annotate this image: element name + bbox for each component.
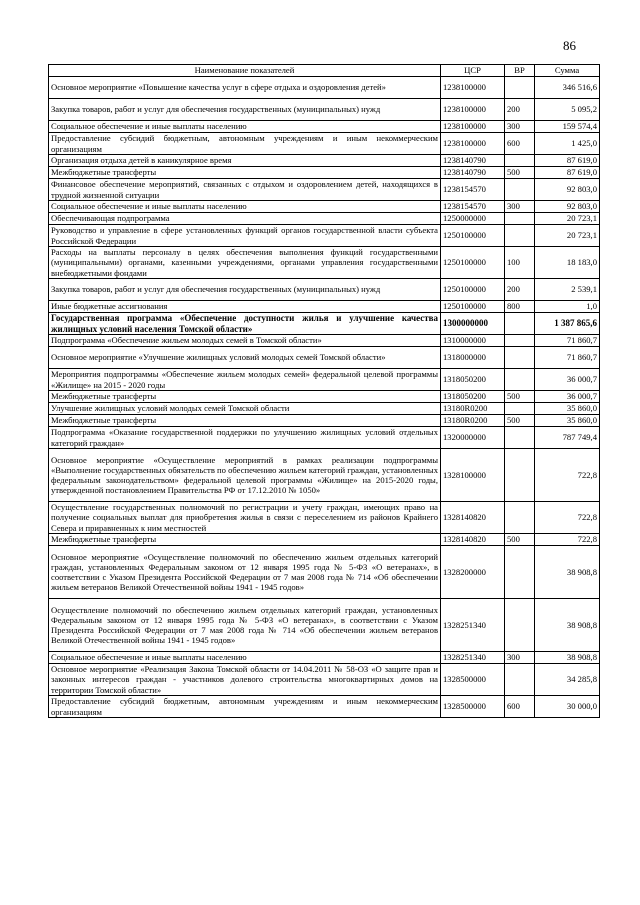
table-row	[49, 403, 600, 415]
row-name: Иные бюджетные ассигнования	[49, 301, 441, 313]
row-sum: 38 908,8	[535, 546, 600, 599]
row-vr: 200	[505, 99, 535, 121]
row-vr	[505, 213, 535, 225]
table-row	[49, 201, 600, 213]
table-row	[49, 502, 600, 534]
row-csr: 1320000000	[441, 427, 505, 449]
table-row	[49, 534, 600, 546]
row-csr: 1310000000	[441, 335, 505, 347]
row-vr: 800	[505, 301, 535, 313]
row-sum: 36 000,7	[535, 369, 600, 391]
row-csr: 1328140820	[441, 534, 505, 546]
row-sum: 20 723,1	[535, 213, 600, 225]
row-sum: 30 000,0	[535, 696, 600, 718]
row-csr: 1328251340	[441, 652, 505, 664]
row-vr: 300	[505, 652, 535, 664]
row-vr: 600	[505, 696, 535, 718]
table-row	[49, 369, 600, 391]
row-name: Закупка товаров, работ и услуг для обеспечения государственных (муниципальных) нужд	[49, 99, 441, 121]
row-name: Улучшение жилищных условий молодых семей Томской области	[49, 403, 441, 415]
row-name: Межбюджетные трансферты	[49, 391, 441, 403]
row-name: Подпрограмма «Оказание государственной поддержки по улучшению жилищных условий отдельных категорий граждан»	[49, 427, 441, 449]
row-name: Межбюджетные трансферты	[49, 534, 441, 546]
table-row	[49, 247, 600, 279]
row-csr: 1250100000	[441, 225, 505, 247]
row-vr	[505, 347, 535, 369]
row-name: Межбюджетные трансферты	[49, 167, 441, 179]
row-name: Межбюджетные трансферты	[49, 415, 441, 427]
row-csr: 1238100000	[441, 99, 505, 121]
row-sum: 87 619,0	[535, 167, 600, 179]
row-csr: 1328200000	[441, 546, 505, 599]
row-csr: 1318050200	[441, 391, 505, 403]
row-csr: 13180R0200	[441, 403, 505, 415]
row-name: Руководство и управление в сфере установленных функций органов государственной власти субъекта Российской Федерации	[49, 225, 441, 247]
row-sum: 1,0	[535, 301, 600, 313]
row-csr: 1328500000	[441, 664, 505, 696]
table-row	[49, 167, 600, 179]
row-vr	[505, 449, 535, 502]
row-name: Расходы на выплаты персоналу в целях обеспечения выполнения функций государственными (муниципальными) органами, казенными учреждениями, органами управления государственными внебюджетными фондами	[49, 247, 441, 279]
table-row	[49, 301, 600, 313]
table-row	[49, 449, 600, 502]
row-name: Подпрограмма «Обеспечение жильем молодых семей в Томской области»	[49, 335, 441, 347]
row-vr: 500	[505, 534, 535, 546]
row-vr	[505, 599, 535, 652]
row-name: Основное мероприятие «Осуществление полномочий по обеспечению жильем отдельных категорий граждан, установленных Федеральным законом от 12 января 1995 года № 5-ФЗ «О ветеранах», в соответствии с Указом Президента Российской Федерации от 7 мая 2008 года № 714 «Об обеспечении жильем ветеранов Великой Отечественной войны 1941 - 1945 годов»	[49, 546, 441, 599]
row-name: Закупка товаров, работ и услуг для обеспечения государственных (муниципальных) нужд	[49, 279, 441, 301]
row-csr: 1328251340	[441, 599, 505, 652]
table-row	[49, 546, 600, 599]
row-name: Осуществление полномочий по обеспечению жильем отдельных категорий граждан, установленных Федеральным законом от 12 января 1995 года № 5-ФЗ «О ветеранах», в соответствии с Указом Президента Российской Федерации от 7 мая 2008 года № 714 «Об обеспечении жильем ветеранов Великой Отечественной войны 1941 - 1945 годов»	[49, 599, 441, 652]
row-sum: 722,8	[535, 502, 600, 534]
row-name: Осуществление государственных полномочий по регистрации и учету граждан, имеющих право на получение социальных выплат для приобретения жилья в связи с переселением из районов Крайнего Севера и приравненных к ним местностей	[49, 502, 441, 534]
row-name: Социальное обеспечение и иные выплаты населению	[49, 121, 441, 133]
table-row	[49, 415, 600, 427]
table-row	[49, 313, 600, 335]
row-sum: 87 619,0	[535, 155, 600, 167]
row-vr	[505, 225, 535, 247]
row-name: Основное мероприятие «Осуществление мероприятий в рамках реализации подпрограммы «Выполнение государственных обязательств по обеспечению жильем категорий граждан, установленных федеральным законодательством» федеральной целевой программы «Жилище» на 2015-2020 годы, утвержденной постановлением Правительства РФ от 17.12.2010 № 1050»	[49, 449, 441, 502]
row-csr: 1300000000	[441, 313, 505, 335]
row-csr: 1328140820	[441, 502, 505, 534]
row-sum: 18 183,0	[535, 247, 600, 279]
row-name: Основное мероприятие «Улучшение жилищных условий молодых семей Томской области»	[49, 347, 441, 369]
row-vr: 500	[505, 167, 535, 179]
row-name: Мероприятия подпрограммы «Обеспечение жильем молодых семей» федеральной целевой программы «Жилище» на 2015 - 2020 годы	[49, 369, 441, 391]
header-name: Наименование показателей	[49, 65, 441, 77]
row-vr	[505, 335, 535, 347]
row-sum: 787 749,4	[535, 427, 600, 449]
row-name: Обеспечивающая подпрограмма	[49, 213, 441, 225]
table-row	[49, 179, 600, 201]
row-name: Предоставление субсидий бюджетным, автономным учреждениям и иным некоммерческим организациям	[49, 696, 441, 718]
row-csr: 1238100000	[441, 77, 505, 99]
table-row	[49, 391, 600, 403]
table-row	[49, 133, 600, 155]
row-csr: 1250100000	[441, 247, 505, 279]
row-csr: 1238154570	[441, 179, 505, 201]
row-sum: 34 285,8	[535, 664, 600, 696]
row-csr: 1328100000	[441, 449, 505, 502]
table-row	[49, 652, 600, 664]
row-vr	[505, 664, 535, 696]
table-row	[49, 225, 600, 247]
header-csr: ЦСР	[441, 65, 505, 77]
row-csr: 13180R0200	[441, 415, 505, 427]
row-sum: 20 723,1	[535, 225, 600, 247]
row-sum: 346 516,6	[535, 77, 600, 99]
table-row	[49, 696, 600, 718]
row-sum: 2 539,1	[535, 279, 600, 301]
row-sum: 71 860,7	[535, 347, 600, 369]
row-csr: 1318000000	[441, 347, 505, 369]
table-body	[49, 77, 600, 718]
row-name: Основное мероприятие «Реализация Закона Томской области от 14.04.2011 № 58-ОЗ «О защите прав и законных интересов граждан - участников долевого строительства многоквартирных домов на территории Томской области»	[49, 664, 441, 696]
row-sum: 92 803,0	[535, 179, 600, 201]
row-sum: 36 000,7	[535, 391, 600, 403]
row-vr	[505, 403, 535, 415]
row-csr: 1318050200	[441, 369, 505, 391]
row-vr: 200	[505, 279, 535, 301]
row-vr	[505, 77, 535, 99]
table-row	[49, 347, 600, 369]
row-name: Социальное обеспечение и иные выплаты населению	[49, 201, 441, 213]
table-row	[49, 279, 600, 301]
row-csr: 1328500000	[441, 696, 505, 718]
row-vr	[505, 179, 535, 201]
row-csr: 1238140790	[441, 155, 505, 167]
row-sum: 159 574,4	[535, 121, 600, 133]
row-name: Предоставление субсидий бюджетным, автономным учреждениям и иным некоммерческим организациям	[49, 133, 441, 155]
table-row	[49, 427, 600, 449]
row-sum: 38 908,8	[535, 599, 600, 652]
row-sum: 722,8	[535, 534, 600, 546]
row-csr: 1250100000	[441, 301, 505, 313]
table-row	[49, 99, 600, 121]
table-row	[49, 213, 600, 225]
budget-table	[48, 64, 600, 718]
row-name: Основное мероприятие «Повышение качества услуг в сфере отдыха и оздоровления детей»	[49, 77, 441, 99]
row-name: Организация отдыха детей в каникулярное время	[49, 155, 441, 167]
row-name: Социальное обеспечение и иные выплаты населению	[49, 652, 441, 664]
header-sum: Сумма	[535, 65, 600, 77]
row-vr	[505, 546, 535, 599]
row-vr	[505, 502, 535, 534]
row-sum: 92 803,0	[535, 201, 600, 213]
row-name: Государственная программа «Обеспечение доступности жилья и улучшение качества жилищных условий населения Томской области»	[49, 313, 441, 335]
table-header-row	[49, 65, 600, 77]
row-sum: 722,8	[535, 449, 600, 502]
row-vr	[505, 369, 535, 391]
row-vr: 300	[505, 121, 535, 133]
row-sum: 35 860,0	[535, 415, 600, 427]
row-vr: 600	[505, 133, 535, 155]
row-csr: 1238154570	[441, 201, 505, 213]
row-csr: 1238140790	[441, 167, 505, 179]
header-vr: ВР	[505, 65, 535, 77]
row-csr: 1250100000	[441, 279, 505, 301]
row-sum: 5 095,2	[535, 99, 600, 121]
row-vr	[505, 427, 535, 449]
row-sum: 38 908,8	[535, 652, 600, 664]
row-vr: 100	[505, 247, 535, 279]
row-vr: 500	[505, 391, 535, 403]
row-vr	[505, 155, 535, 167]
table-row	[49, 335, 600, 347]
row-sum: 71 860,7	[535, 335, 600, 347]
row-vr: 500	[505, 415, 535, 427]
table-row	[49, 664, 600, 696]
row-sum: 1 425,0	[535, 133, 600, 155]
row-csr: 1250000000	[441, 213, 505, 225]
table-row	[49, 77, 600, 99]
table-row	[49, 155, 600, 167]
page-number: 86	[563, 38, 576, 53]
row-vr: 300	[505, 201, 535, 213]
row-sum: 35 860,0	[535, 403, 600, 415]
table-row	[49, 121, 600, 133]
row-sum: 1 387 865,6	[535, 313, 600, 335]
row-csr: 1238100000	[441, 133, 505, 155]
row-name: Финансовое обеспечение мероприятий, связанных с отдыхом и оздоровлением детей, находящихся в трудной жизненной ситуации	[49, 179, 441, 201]
row-vr	[505, 313, 535, 335]
table-row	[49, 599, 600, 652]
row-csr: 1238100000	[441, 121, 505, 133]
